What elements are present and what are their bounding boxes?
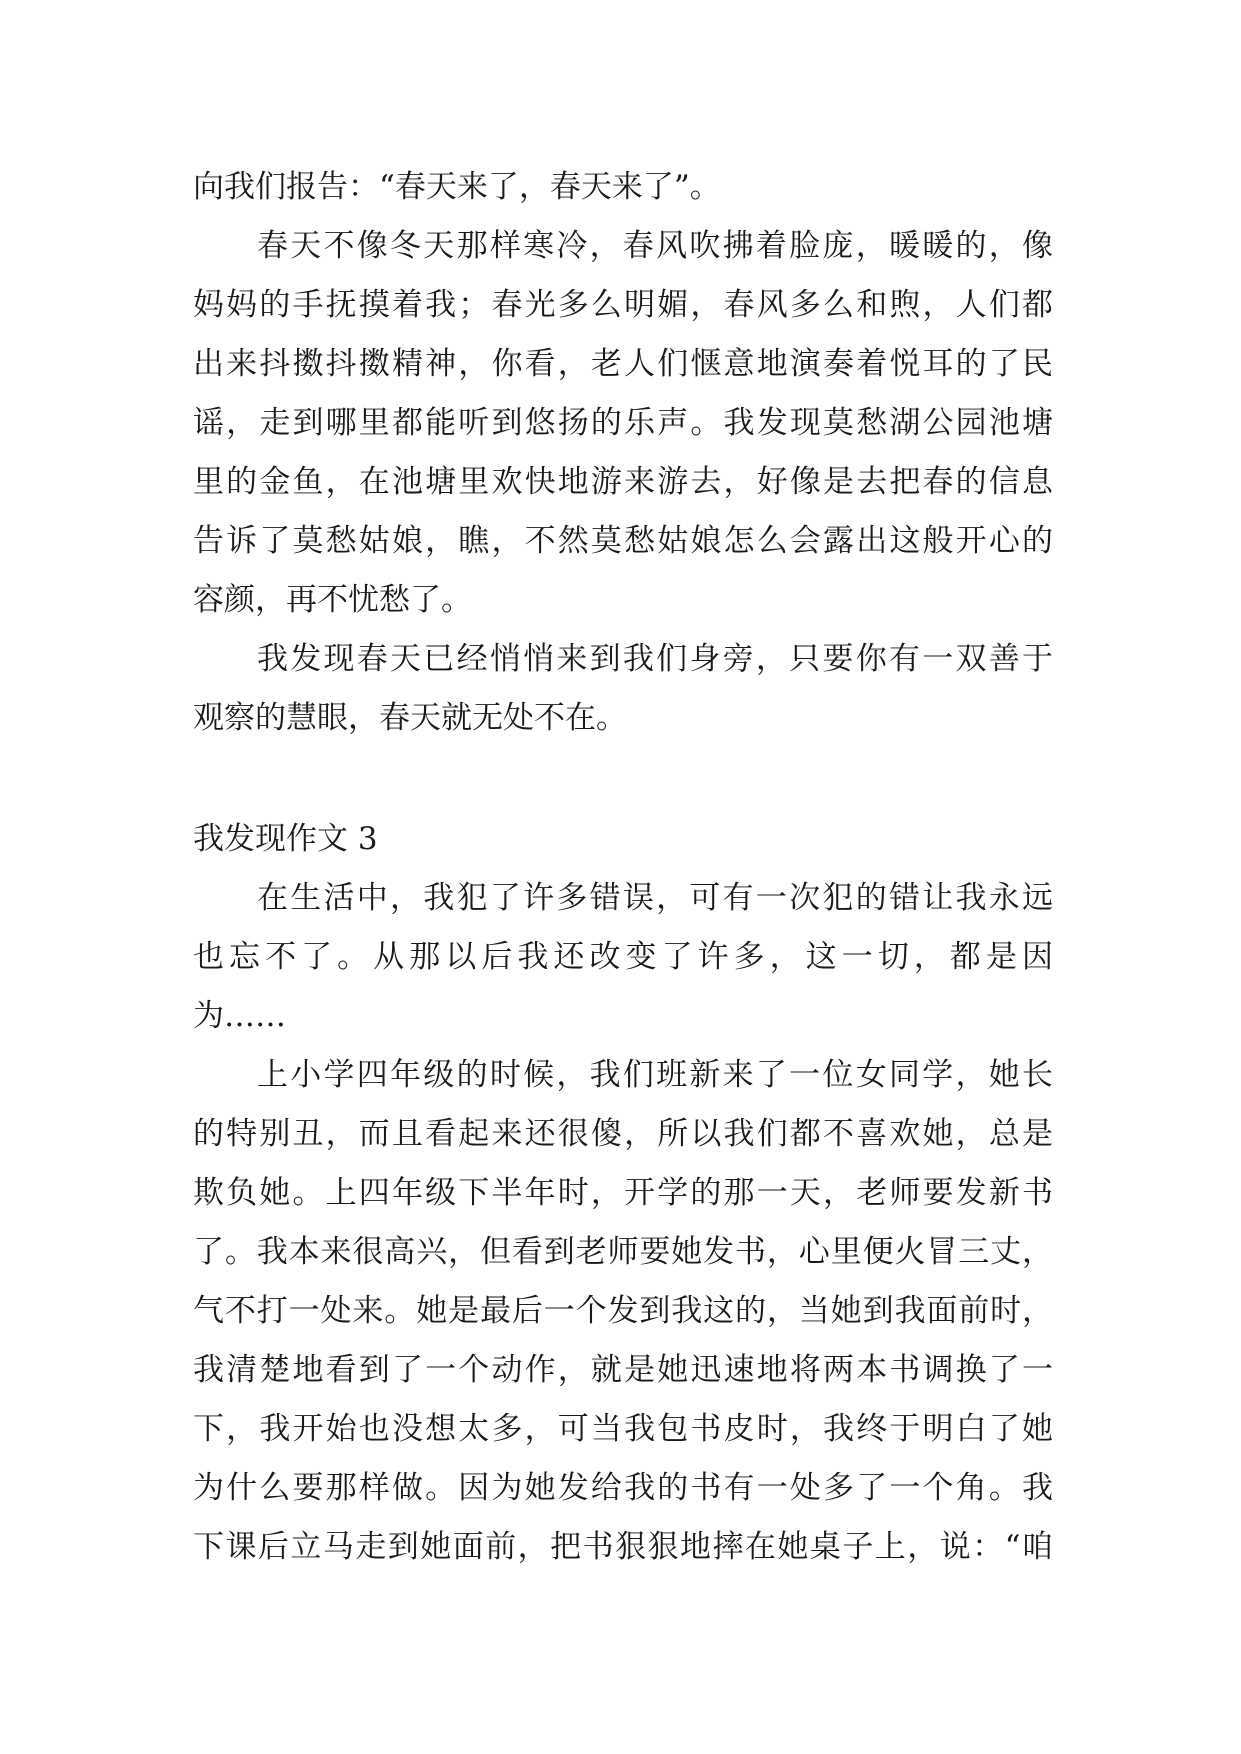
paragraph-2-line-4: 谣，走到哪里都能听到悠扬的乐声。我发现莫愁湖公园池塘 — [193, 405, 1053, 441]
paragraph-1-line-1: 向我们报告：“春天来了，春天来了”。 — [193, 169, 721, 205]
paragraph-5-line-2: 的特别丑，而且看起来还很傻，所以我们都不喜欢她，总是 — [193, 1116, 1053, 1152]
section-heading: 我发现作文 3 — [193, 821, 378, 857]
paragraph-4-line-1: 在生活中，我犯了许多错误，可有一次犯的错让我永远 — [257, 880, 1053, 916]
paragraph-5-line-8: 为什么要那样做。因为她发给我的书有一处多了一个角。我 — [193, 1470, 1053, 1506]
paragraph-5 — [193, 1046, 1053, 1577]
paragraph-5-line-7: 下，我开始也没想太多，可当我包书皮时，我终于明白了她 — [193, 1411, 1053, 1447]
paragraph-5-line-9: 下课后立马走到她面前，把书狠狠地摔在她桌子上，说：“咱 — [193, 1529, 1053, 1565]
paragraph-2-line-1: 春天不像冬天那样寒冷，春风吹拂着脸庞，暖暖的，像 — [257, 228, 1053, 264]
document-page — [193, 158, 1053, 1577]
paragraph-4-line-3: 为…… — [193, 998, 286, 1034]
paragraph-2-line-5: 里的金鱼，在池塘里欢快地游来游去，好像是去把春的信息 — [193, 464, 1053, 500]
paragraph-2-line-3: 出来抖擞抖擞精神，你看，老人们惬意地演奏着悦耳的了民 — [193, 346, 1053, 382]
section-gap — [193, 748, 1053, 810]
paragraph-3-line-1: 我发现春天已经悄悄来到我们身旁，只要你有一双善于 — [257, 641, 1053, 677]
paragraph-2-line-7: 容颜，再不忧愁了。 — [193, 582, 472, 618]
paragraph-2 — [193, 217, 1053, 630]
paragraph-5-line-3: 欺负她。上四年级下半年时，开学的那一天，老师要发新书 — [193, 1175, 1053, 1211]
paragraph-5-line-4: 了。我本来很高兴，但看到老师要她发书，心里便火冒三丈， — [193, 1234, 1053, 1270]
paragraph-5-line-6: 我清楚地看到了一个动作，就是她迅速地将两本书调换了一 — [193, 1352, 1053, 1388]
paragraph-2-line-6: 告诉了莫愁姑娘，瞧，不然莫愁姑娘怎么会露出这般开心的 — [193, 523, 1053, 559]
paragraph-4 — [193, 869, 1053, 1046]
paragraph-2-line-2: 妈妈的手抚摸着我；春光多么明媚，春风多么和煦，人们都 — [193, 287, 1053, 323]
paragraph-5-line-5: 气不打一处来。她是最后一个发到我这的，当她到我面前时， — [193, 1293, 1053, 1329]
paragraph-3-line-2: 观察的慧眼，春天就无处不在。 — [193, 700, 627, 736]
paragraph-5-line-1: 上小学四年级的时候，我们班新来了一位女同学，她长 — [257, 1057, 1053, 1093]
paragraph-4-line-2: 也忘不了。从那以后我还改变了许多，这一切，都是因 — [193, 939, 1053, 975]
paragraph-3 — [193, 630, 1053, 748]
